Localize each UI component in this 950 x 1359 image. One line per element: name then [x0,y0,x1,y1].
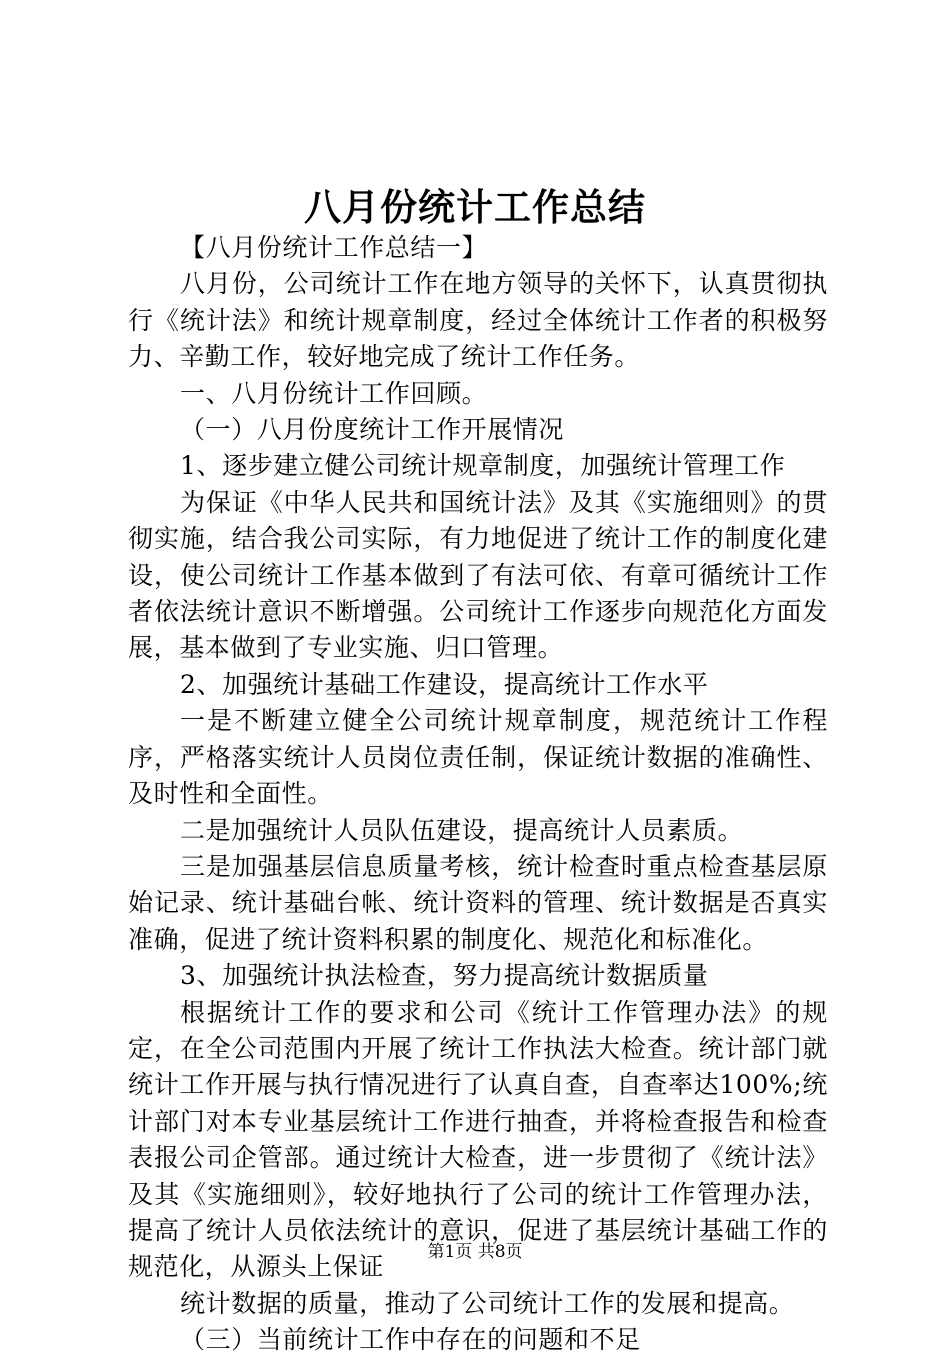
paragraph: 为保证《中华人民共和国统计法》及其《实施细则》的贯彻实施，结合我公司实际，有力地促进了统计工作的制度化建设，使公司统计工作基本做到了有法可依、有章可循统计工作者依法统计意识不断增强。公司统计工作逐步向规范化方面发展，基本做到了专业实施、归口管理。 [128,487,828,663]
subsection-heading: （一）八月份度统计工作开展情况 [180,415,565,445]
section-heading: 【八月份统计工作总结一】 [180,233,488,262]
item-heading: 2、加强统计基础工作建设，提高统计工作水平 [180,669,709,699]
paragraph: 二是加强统计人员队伍建设，提高统计人员素质。 [180,815,744,845]
subsection-heading: （三）当前统计工作中存在的问题和不足 [180,1325,641,1355]
paragraph: 一是不断建立健全公司统计规章制度，规范统计工作程序，严格落实统计人员岗位责任制，保证统计数据的准确性、及时性和全面性。 [128,706,828,809]
paragraph: 八月份，公司统计工作在地方领导的关怀下，认真贯彻执行《统计法》和统计规章制度，经过全体统计工作者的积极努力、辛勤工作，较好地完成了统计工作任务。 [128,269,828,372]
section-heading: 一、八月份统计工作回顾。 [180,378,488,408]
document-title: 八月份统计工作总结 [304,185,646,229]
item-heading: 1、逐步建立健公司统计规章制度，加强统计管理工作 [180,451,786,481]
paragraph: 根据统计工作的要求和公司《统计工作管理办法》的规定，在全公司范围内开展了统计工作执法大检查。统计部门就统计工作开展与执行情况进行了认真自查，自查率达100%;统计部门对本专业基层统计工作进行抽查，并将检查报告和检查表报公司企管部。通过统计大检查，进一步贯彻了《统计法》及其《实施细则》，较好地执行了公司的统计工作管理办法，提高了统计人员依法统计的意识，促进了基层统计基础工作的规范化，从源头上保证 [128,997,828,1282]
document-body [128,230,828,1359]
paragraph: 三是加强基层信息质量考核，统计检查时重点检查基层原始记录、统计基础台帐、统计资料的管理、统计数据是否真实准确，促进了统计资料积累的制度化、规范化和标准化。 [128,851,828,954]
page-footer: 第1页 共8页 [427,1242,523,1262]
paragraph: 统计数据的质量，推动了公司统计工作的发展和提高。 [180,1288,795,1318]
item-heading: 3、加强统计执法检查，努力提高统计数据质量 [180,961,709,991]
